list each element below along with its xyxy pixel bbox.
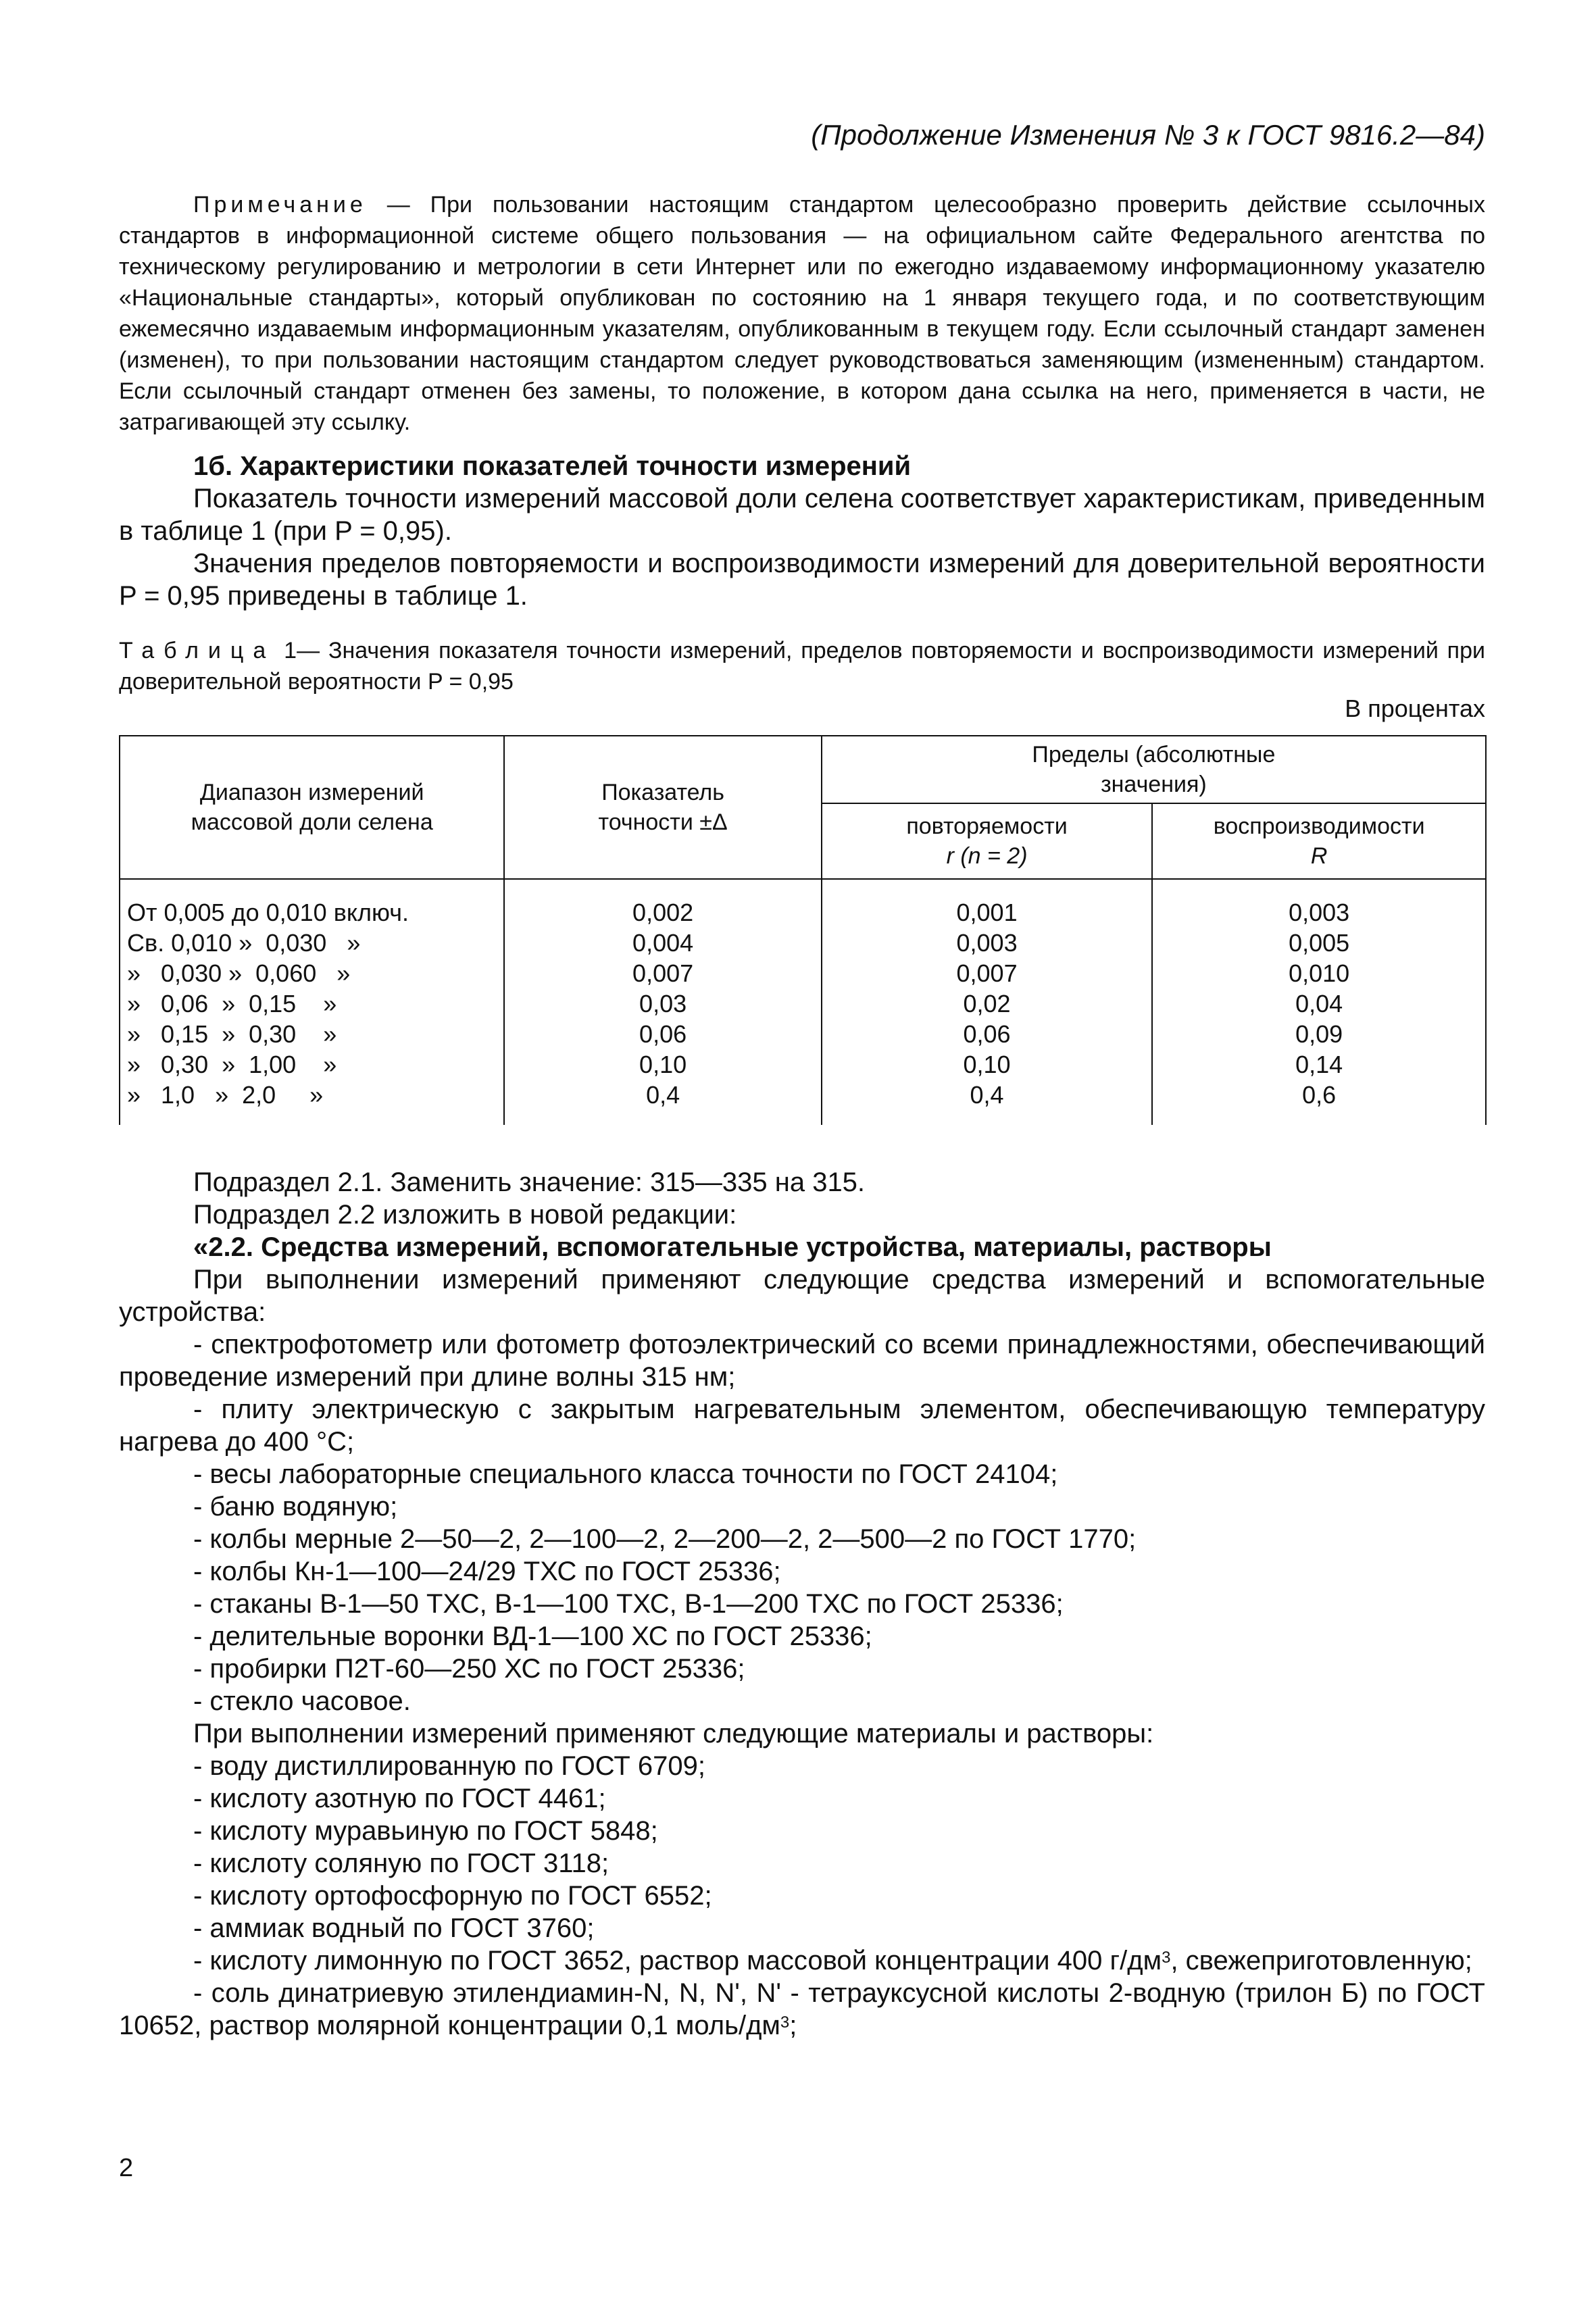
trilon-tail: ;	[789, 2011, 797, 2040]
citric-acid-sup: 3	[1162, 1948, 1171, 1967]
list-item: - воду дистиллированную по ГОСТ 6709;	[193, 1751, 706, 1781]
list-item: - аммиак водный по ГОСТ 3760;	[193, 1913, 595, 1943]
cell-range: » 0,30 » 1,00 »	[120, 1049, 504, 1080]
header-reproducibility-sub: R	[1310, 843, 1328, 869]
cell-repeatability: 0,4	[822, 1080, 1153, 1125]
cell-reproducibility: 0,04	[1152, 988, 1486, 1019]
note-text: — При пользовании настоящим стандартом целесообразно проверить действие ссылочных стандартов в информационной системе общего пользования — на официальном сайте Федерального агентства по техническому регулированию и метрологии в сети Интернет или по ежегодно издаваемому информационному указателю «Национальные стандарты», который опубликован по состоянию на 1 января текущего года, и по соответствующим ежемесячно издаваемым информационным указателям, опубликованным в текущем году. Если ссылочный стандарт заменен (изменен), то при пользовании настоящим стандартом следует руководствоваться заменяющим (измененным) стандартом. Если ссылочный стандарт отменен без замены, то положение, в котором дана ссылка на него, применяется в части, не затрагивающей эту ссылку.	[119, 192, 1485, 435]
list-item: - колбы мерные 2—50—2, 2—100—2, 2—200—2, 2—500—2 по ГОСТ 1770;	[193, 1524, 1137, 1554]
table-row	[120, 1019, 1486, 1049]
trilon-text: - соль динатриевую этилендиамин-N, N, N', N' - тетрауксусной кислоты 2-водную (трилон Б) по ГОСТ 10652, раствор молярной концентрации 0,1 моль/дм	[119, 1978, 1485, 2040]
table-label: Таблица	[119, 638, 276, 663]
materials-intro: При выполнении измерений применяют следующие материалы и растворы:	[193, 1719, 1154, 1749]
page-number: 2	[119, 2154, 134, 2182]
list-item: - весы лабораторные специального класса точности по ГОСТ 24104;	[193, 1459, 1058, 1489]
trilon-item	[119, 1977, 1485, 2042]
instruments-list	[119, 1328, 1485, 1717]
table-caption-text: 1— Значения показателя точности измерений, пределов повторяемости и воспроизводимости измерений при доверительной вероятности P = 0,95	[119, 638, 1485, 695]
cell-repeatability: 0,001	[822, 879, 1153, 928]
header-repeatability-sub: r (n = 2)	[946, 843, 1028, 869]
table-units: В процентах	[1345, 695, 1485, 722]
list-item: - плиту электрическую с закрытым нагревательным элементом, обеспечивающую температуру нагрева до 400 °С;	[119, 1394, 1485, 1457]
cell-repeatability: 0,003	[822, 928, 1153, 958]
header-repeatability-label: повторяемости	[906, 813, 1068, 839]
cell-range: » 1,0 » 2,0 »	[120, 1080, 504, 1125]
cell-range: » 0,030 » 0,060 »	[120, 958, 504, 988]
cell-accuracy: 0,4	[504, 1080, 821, 1125]
header-accuracy: Показатель точности ±Δ	[504, 736, 821, 879]
cell-reproducibility: 0,005	[1152, 928, 1486, 958]
cell-reproducibility: 0,010	[1152, 958, 1486, 988]
list-item: - пробирки П2Т-60—250 ХС по ГОСТ 25336;	[193, 1654, 745, 1684]
section-1b-p2: Значения пределов повторяемости и воспроизводимости измерений для доверительной вероятности P = 0,95 приведены в таблице 1.	[119, 549, 1485, 611]
change-line-1: Подраздел 2.1. Заменить значение: 315—335 на 315.	[193, 1167, 866, 1197]
cell-range: » 0,15 » 0,30 »	[120, 1019, 504, 1049]
table-body	[120, 879, 1486, 1125]
cell-reproducibility: 0,003	[1152, 879, 1486, 928]
note-label: Примечание	[193, 192, 367, 218]
table-row	[120, 1080, 1486, 1125]
cell-range: » 0,06 » 0,15 »	[120, 988, 504, 1019]
page-header: (Продолжение Изменения № 3 к ГОСТ 9816.2—84)	[811, 119, 1485, 151]
cell-accuracy: 0,06	[504, 1019, 821, 1049]
header-repeatability	[822, 803, 1153, 879]
table-row	[120, 879, 1486, 928]
header-reproducibility-label: воспроизводимости	[1213, 813, 1425, 839]
cell-accuracy: 0,03	[504, 988, 821, 1019]
table-row	[120, 988, 1486, 1019]
materials-list	[119, 1750, 1485, 1944]
accuracy-table	[119, 735, 1487, 1125]
list-item: - колбы Кн-1—100—24/29 ТХС по ГОСТ 25336;	[193, 1557, 781, 1586]
cell-accuracy: 0,002	[504, 879, 821, 928]
change-line-2: Подраздел 2.2 изложить в новой редакции:	[193, 1200, 737, 1230]
cell-range: От 0,005 до 0,010 включ.	[120, 879, 504, 928]
list-item: - баню водяную;	[193, 1492, 398, 1521]
cell-accuracy: 0,004	[504, 928, 821, 958]
section-1b-p1: Показатель точности измерений массовой доли селена соответствует характеристикам, приведенным в таблице 1 (при P = 0,95).	[119, 484, 1485, 546]
instruments-intro: При выполнении измерений применяют следующие средства измерений и вспомогательные устройства:	[119, 1265, 1485, 1327]
list-item: - спектрофотометр или фотометр фотоэлектрический со всеми принадлежностями, обеспечивающий проведение измерений при длине волны 315 нм;	[119, 1330, 1485, 1392]
list-item: - кислоту ортофосфорную по ГОСТ 6552;	[193, 1881, 712, 1911]
cell-accuracy: 0,007	[504, 958, 821, 988]
list-item: - кислоту соляную по ГОСТ 3118;	[193, 1848, 609, 1878]
cell-repeatability: 0,02	[822, 988, 1153, 1019]
citric-acid-tail: , свежеприготовленную;	[1170, 1946, 1472, 1976]
list-item: - делительные воронки ВД-1—100 ХС по ГОСТ 25336;	[193, 1621, 872, 1651]
cell-reproducibility: 0,14	[1152, 1049, 1486, 1080]
cell-range: Св. 0,010 » 0,030 »	[120, 928, 504, 958]
list-item: - стаканы В-1—50 ТХС, В-1—100 ТХС, В-1—200 ТХС по ГОСТ 25336;	[193, 1589, 1064, 1619]
changes-section	[119, 1166, 1485, 2042]
section-2-2-heading: «2.2. Средства измерений, вспомогательные устройства, материалы, растворы	[193, 1232, 1272, 1262]
cell-reproducibility: 0,6	[1152, 1080, 1486, 1125]
table-row	[120, 928, 1486, 958]
cell-repeatability: 0,007	[822, 958, 1153, 988]
list-item: - кислоту муравьиную по ГОСТ 5848;	[193, 1816, 658, 1846]
citric-acid-text: - кислоту лимонную по ГОСТ 3652, раствор массовой концентрации 400 г/дм	[193, 1946, 1162, 1976]
section-1b-title: 1б. Характеристики показателей точности измерений	[193, 451, 912, 481]
note-paragraph	[119, 189, 1485, 438]
section-1b	[119, 450, 1485, 612]
header-limits: Пределы (абсолютные значения)	[822, 736, 1486, 803]
table-row	[120, 958, 1486, 988]
cell-repeatability: 0,06	[822, 1019, 1153, 1049]
cell-accuracy: 0,10	[504, 1049, 821, 1080]
table-row	[120, 1049, 1486, 1080]
header-reproducibility	[1152, 803, 1486, 879]
trilon-sup: 3	[780, 2013, 790, 2032]
header-range: Диапазон измерений массовой доли селена	[120, 736, 504, 879]
cell-repeatability: 0,10	[822, 1049, 1153, 1080]
cell-reproducibility: 0,09	[1152, 1019, 1486, 1049]
list-item: - стекло часовое.	[193, 1686, 411, 1716]
list-item: - кислоту азотную по ГОСТ 4461;	[193, 1784, 606, 1813]
table-caption	[119, 635, 1485, 697]
citric-acid-item	[119, 1944, 1485, 1977]
